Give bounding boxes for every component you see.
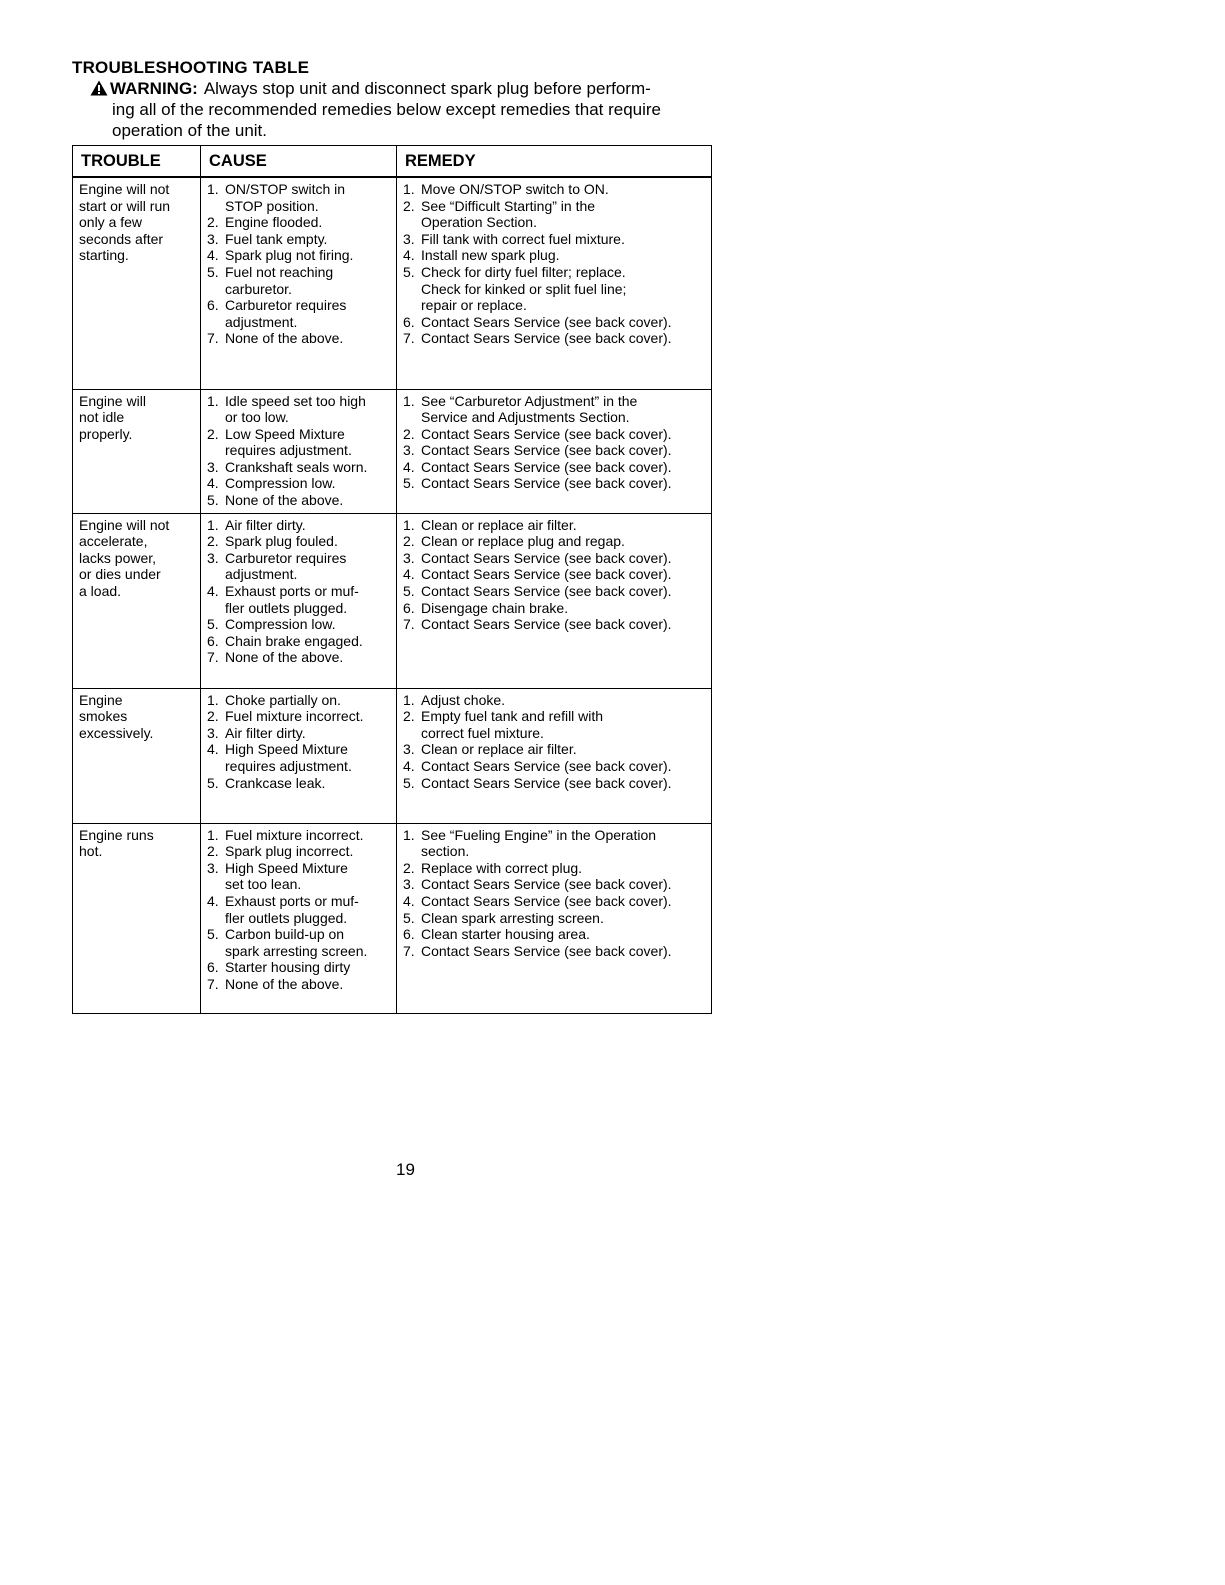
remedy-item-number: 1. [403, 516, 415, 533]
cause-item-text: None of the above. [225, 976, 344, 992]
remedy-item [403, 692, 707, 709]
cause-item-text: High Speed Mixture set too lean. [225, 859, 348, 893]
cause-item [207, 517, 392, 534]
cause-item-text: Air filter dirty. [225, 516, 306, 533]
header-trouble: TROUBLE [73, 146, 201, 178]
cause-cell [201, 688, 397, 823]
cause-item-text: Fuel mixture incorrect. [225, 708, 364, 725]
cause-item-number: 1. [207, 392, 219, 409]
remedy-item-text: Empty fuel tank and refill with correct fuel mixture. [421, 708, 604, 741]
cause-item-text: Spark plug fouled. [225, 533, 338, 550]
cause-item [207, 926, 392, 959]
trouble-cell [73, 389, 201, 513]
cause-item-text: None of the above. [225, 330, 344, 347]
cause-item-text: Carburetor requires adjustment. [225, 297, 347, 330]
remedy-item-text: Contact Sears Service (see back cover). [421, 583, 672, 600]
remedy-item-text: Contact Sears Service (see back cover). [421, 942, 672, 959]
remedy-item-text: Contact Sears Service (see back cover). [421, 330, 672, 347]
cause-cell [201, 823, 397, 1013]
remedy-cell [397, 389, 712, 513]
trouble-cell [73, 823, 201, 1013]
remedy-item-text: Adjust choke. [421, 691, 506, 708]
cause-item [207, 649, 392, 666]
remedy-item-number: 1. [403, 392, 415, 409]
remedy-item [403, 426, 707, 443]
cause-item [207, 459, 392, 476]
cause-item-number: 2. [207, 214, 219, 231]
remedy-cell [397, 688, 712, 823]
cause-item-text: Compression low. [225, 475, 336, 492]
cause-item-number: 5. [207, 926, 219, 943]
remedy-item-text: Fill tank with correct fuel mixture. [421, 230, 625, 247]
remedy-item-number: 1. [403, 181, 415, 197]
remedy-item [403, 827, 707, 860]
remedy-item [403, 943, 707, 960]
cause-item-text: Low Speed Mixture requires adjustment. [225, 425, 352, 459]
cause-item-number: 3. [207, 458, 219, 475]
remedy-item-text: Contact Sears Service (see back cover). [421, 616, 672, 633]
cause-item-text: Air filter dirty. [225, 724, 306, 741]
cause-item-number: 3. [207, 549, 219, 566]
table-header-row [73, 146, 712, 178]
remedy-item-number: 3. [403, 741, 415, 758]
remedy-item-text: Disengage chain brake. [421, 599, 569, 616]
remedy-item-number: 5. [403, 774, 415, 791]
remedy-item-number: 2. [403, 708, 415, 725]
remedy-item-number: 4. [403, 247, 415, 264]
cause-item-number: 3. [207, 230, 219, 247]
cause-item-text: Carbon build-up on spark arresting screen. [225, 926, 368, 959]
cause-item-number: 4. [207, 583, 219, 600]
remedy-item [403, 393, 707, 426]
remedy-item-number: 4. [403, 758, 415, 775]
cause-item [207, 214, 392, 231]
remedy-item-text: Clean spark arresting screen. [421, 909, 604, 926]
warning-line-1 [90, 78, 730, 99]
cause-item-number: 7. [207, 649, 219, 666]
cause-item-text: Crankcase leak. [225, 774, 326, 791]
remedy-item-text: See “Difficult Starting” in the Operation Section. [421, 197, 596, 231]
warning-line-2: ing all of the recommended remedies below except remedies that require [112, 100, 662, 119]
remedy-item-text: Contact Sears Service (see back cover). [421, 876, 672, 893]
remedy-item-text: Clean or replace air filter. [421, 516, 577, 533]
remedy-item-number: 7. [403, 330, 415, 347]
trouble-text: Engine runs hot. [79, 826, 154, 860]
cause-item [207, 692, 392, 709]
remedy-item-text: Contact Sears Service (see back cover). [421, 442, 672, 459]
remedy-item [403, 231, 707, 248]
table-row [73, 513, 712, 688]
remedy-item-text: See “Fueling Engine” in the Operation section. [421, 826, 657, 860]
cause-cell [201, 513, 397, 688]
cause-item-number: 1. [207, 826, 219, 843]
cause-item-number: 5. [207, 774, 219, 791]
remedy-item-text: See “Carburetor Adjustment” in the Service and Adjustments Section. [421, 392, 638, 426]
cause-item-number: 2. [207, 843, 219, 860]
cause-item [207, 181, 392, 214]
cause-item-number: 6. [207, 632, 219, 649]
cause-item-text: Carburetor requires adjustment. [225, 549, 347, 583]
cause-item [207, 393, 392, 426]
cause-item [207, 475, 392, 492]
remedy-item [403, 600, 707, 617]
cause-item-number: 7. [207, 330, 219, 347]
remedy-item-text: Contact Sears Service (see back cover). [421, 893, 672, 910]
remedy-item-number: 3. [403, 442, 415, 459]
remedy-item-number: 7. [403, 616, 415, 633]
table-row [73, 823, 712, 1013]
header-cause: CAUSE [201, 146, 397, 178]
cause-item-text: Fuel tank empty. [225, 230, 328, 247]
cause-item-text: Spark plug incorrect. [225, 843, 354, 860]
remedy-item [403, 741, 707, 758]
remedy-item [403, 330, 707, 347]
remedy-item [403, 775, 707, 792]
remedy-item [403, 876, 707, 893]
cause-item-number: 5. [207, 616, 219, 633]
cause-item [207, 533, 392, 550]
cause-item [207, 708, 392, 725]
remedy-item [403, 442, 707, 459]
remedy-item-number: 2. [403, 197, 415, 214]
remedy-item-text: Check for dirty fuel filter; replace. Check for kinked or split fuel line; repair or replace. [421, 263, 627, 314]
warning-block [90, 78, 730, 141]
remedy-item [403, 926, 707, 943]
cause-item-number: 7. [207, 976, 219, 992]
remedy-item-number: 3. [403, 230, 415, 247]
remedy-item [403, 517, 707, 534]
remedy-item [403, 198, 707, 231]
remedy-item-text: Clean or replace plug and regap. [421, 533, 625, 550]
cause-item [207, 775, 392, 792]
remedy-item-text: Contact Sears Service (see back cover). [421, 549, 672, 566]
troubleshooting-table [72, 145, 712, 1014]
remedy-item-number: 2. [403, 425, 415, 442]
cause-item-text: None of the above. [225, 649, 344, 666]
warning-triangle-icon [90, 80, 108, 96]
cause-item [207, 330, 392, 347]
remedy-item [403, 758, 707, 775]
remedy-item-number: 6. [403, 313, 415, 330]
table-row [73, 688, 712, 823]
remedy-item-text: Clean or replace air filter. [421, 741, 577, 758]
remedy-item-number: 2. [403, 859, 415, 876]
cause-item [207, 426, 392, 459]
cause-item-number: 4. [207, 247, 219, 264]
remedy-item-number: 6. [403, 599, 415, 616]
cause-item [207, 550, 392, 583]
cause-item [207, 492, 392, 509]
cause-item-number: 5. [207, 492, 219, 509]
cause-item [207, 247, 392, 264]
warning-line-3: operation of the unit. [112, 121, 268, 140]
remedy-item-number: 1. [403, 826, 415, 843]
remedy-item-text: Move ON/STOP switch to ON. [421, 181, 609, 197]
remedy-cell [397, 513, 712, 688]
trouble-text: Engine smokes excessively. [79, 691, 154, 741]
remedy-item-number: 3. [403, 549, 415, 566]
remedy-item-number: 7. [403, 942, 415, 959]
remedy-item-text: Install new spark plug. [421, 247, 560, 264]
cause-item [207, 843, 392, 860]
remedy-item [403, 314, 707, 331]
remedy-item [403, 583, 707, 600]
cause-item-number: 5. [207, 263, 219, 280]
cause-item-number: 4. [207, 893, 219, 910]
page-number: 19 [396, 1160, 415, 1179]
cause-item-number: 6. [207, 297, 219, 314]
header-remedy: REMEDY [397, 146, 712, 178]
remedy-item-number: 3. [403, 876, 415, 893]
remedy-item [403, 708, 707, 741]
remedy-item [403, 616, 707, 633]
cause-item-text: Crankshaft seals worn. [225, 458, 368, 475]
trouble-cell [73, 177, 201, 389]
cause-item-text: Chain brake engaged. [225, 632, 363, 649]
remedy-item-text: Contact Sears Service (see back cover). [421, 566, 672, 583]
cause-cell [201, 177, 397, 389]
remedy-item [403, 459, 707, 476]
remedy-item [403, 264, 707, 314]
remedy-item-number: 4. [403, 566, 415, 583]
cause-item [207, 633, 392, 650]
table-body [73, 177, 712, 1013]
cause-item-number: 2. [207, 708, 219, 725]
page-title: TROUBLESHOOTING TABLE [72, 58, 310, 77]
cause-item [207, 893, 392, 926]
remedy-item-text: Contact Sears Service (see back cover). [421, 475, 672, 492]
remedy-item-number: 4. [403, 458, 415, 475]
remedy-item [403, 910, 707, 927]
trouble-text: Engine will not idle properly. [79, 392, 146, 442]
cause-item [207, 860, 392, 893]
remedy-item-text: Contact Sears Service (see back cover). [421, 313, 672, 330]
cause-item [207, 741, 392, 774]
table-row [73, 177, 712, 389]
trouble-text: Engine will not accelerate, lacks power, or dies under a load. [79, 516, 170, 600]
cause-item [207, 959, 392, 976]
cause-item-number: 3. [207, 724, 219, 741]
cause-item-number: 2. [207, 425, 219, 442]
cause-item [207, 725, 392, 742]
cause-item [207, 297, 392, 330]
table-row [73, 389, 712, 513]
remedy-item-text: Contact Sears Service (see back cover). [421, 774, 672, 791]
warning-text-1: Always stop unit and disconnect spark plug before perform- [203, 79, 651, 98]
cause-item-number: 1. [207, 691, 219, 708]
cause-item-text: Compression low. [225, 616, 336, 633]
cause-item [207, 231, 392, 248]
remedy-item-text: Contact Sears Service (see back cover). [421, 758, 672, 775]
cause-item-number: 2. [207, 533, 219, 550]
remedy-item-text: Contact Sears Service (see back cover). [421, 458, 672, 475]
cause-item [207, 616, 392, 633]
remedy-item [403, 550, 707, 567]
cause-item-text: Idle speed set too high or too low. [225, 392, 366, 426]
remedy-item [403, 475, 707, 492]
cause-cell [201, 389, 397, 513]
cause-item-text: High Speed Mixture requires adjustment. [225, 741, 352, 775]
cause-item-text: Fuel not reaching carburetor. [225, 263, 334, 297]
cause-item-text: Spark plug not firing. [225, 247, 354, 264]
cause-item-number: 4. [207, 741, 219, 758]
cause-item-number: 3. [207, 859, 219, 876]
remedy-item [403, 893, 707, 910]
warning-label: WARNING: [110, 79, 198, 98]
remedy-item-text: Contact Sears Service (see back cover). [421, 425, 672, 442]
cause-item-text: Starter housing dirty [225, 959, 351, 976]
remedy-item-number: 5. [403, 263, 415, 280]
remedy-item-number: 5. [403, 583, 415, 600]
cause-item-text: Choke partially on. [225, 691, 341, 708]
trouble-cell [73, 513, 201, 688]
cause-item-number: 4. [207, 475, 219, 492]
remedy-item-text: Replace with correct plug. [421, 859, 583, 876]
trouble-text: Engine will not start or will run only a few seconds after starting. [79, 181, 171, 264]
remedy-item-text: Clean starter housing area. [421, 926, 590, 943]
cause-item-text: None of the above. [225, 492, 344, 509]
cause-item-number: 1. [207, 181, 219, 197]
remedy-item [403, 181, 707, 198]
cause-item [207, 976, 392, 993]
remedy-item-number: 1. [403, 691, 415, 708]
remedy-item-number: 2. [403, 533, 415, 550]
cause-item-text: Exhaust ports or muf- fler outlets plugged. [225, 583, 359, 616]
remedy-item-number: 6. [403, 926, 415, 943]
cause-item [207, 264, 392, 297]
cause-item-text: Fuel mixture incorrect. [225, 826, 364, 843]
cause-item [207, 827, 392, 844]
remedy-cell [397, 177, 712, 389]
remedy-item [403, 533, 707, 550]
cause-item [207, 583, 392, 616]
remedy-item [403, 247, 707, 264]
cause-item-text: ON/STOP switch in STOP position. [225, 181, 346, 214]
remedy-item-number: 5. [403, 909, 415, 926]
remedy-cell [397, 823, 712, 1013]
remedy-item [403, 860, 707, 877]
cause-item-number: 6. [207, 959, 219, 976]
cause-item-text: Engine flooded. [225, 214, 323, 231]
remedy-item-number: 5. [403, 475, 415, 492]
cause-item-number: 1. [207, 516, 219, 533]
cause-item-text: Exhaust ports or muf- fler outlets plugged. [225, 893, 359, 926]
remedy-item [403, 566, 707, 583]
trouble-cell [73, 688, 201, 823]
remedy-item-number: 4. [403, 893, 415, 910]
